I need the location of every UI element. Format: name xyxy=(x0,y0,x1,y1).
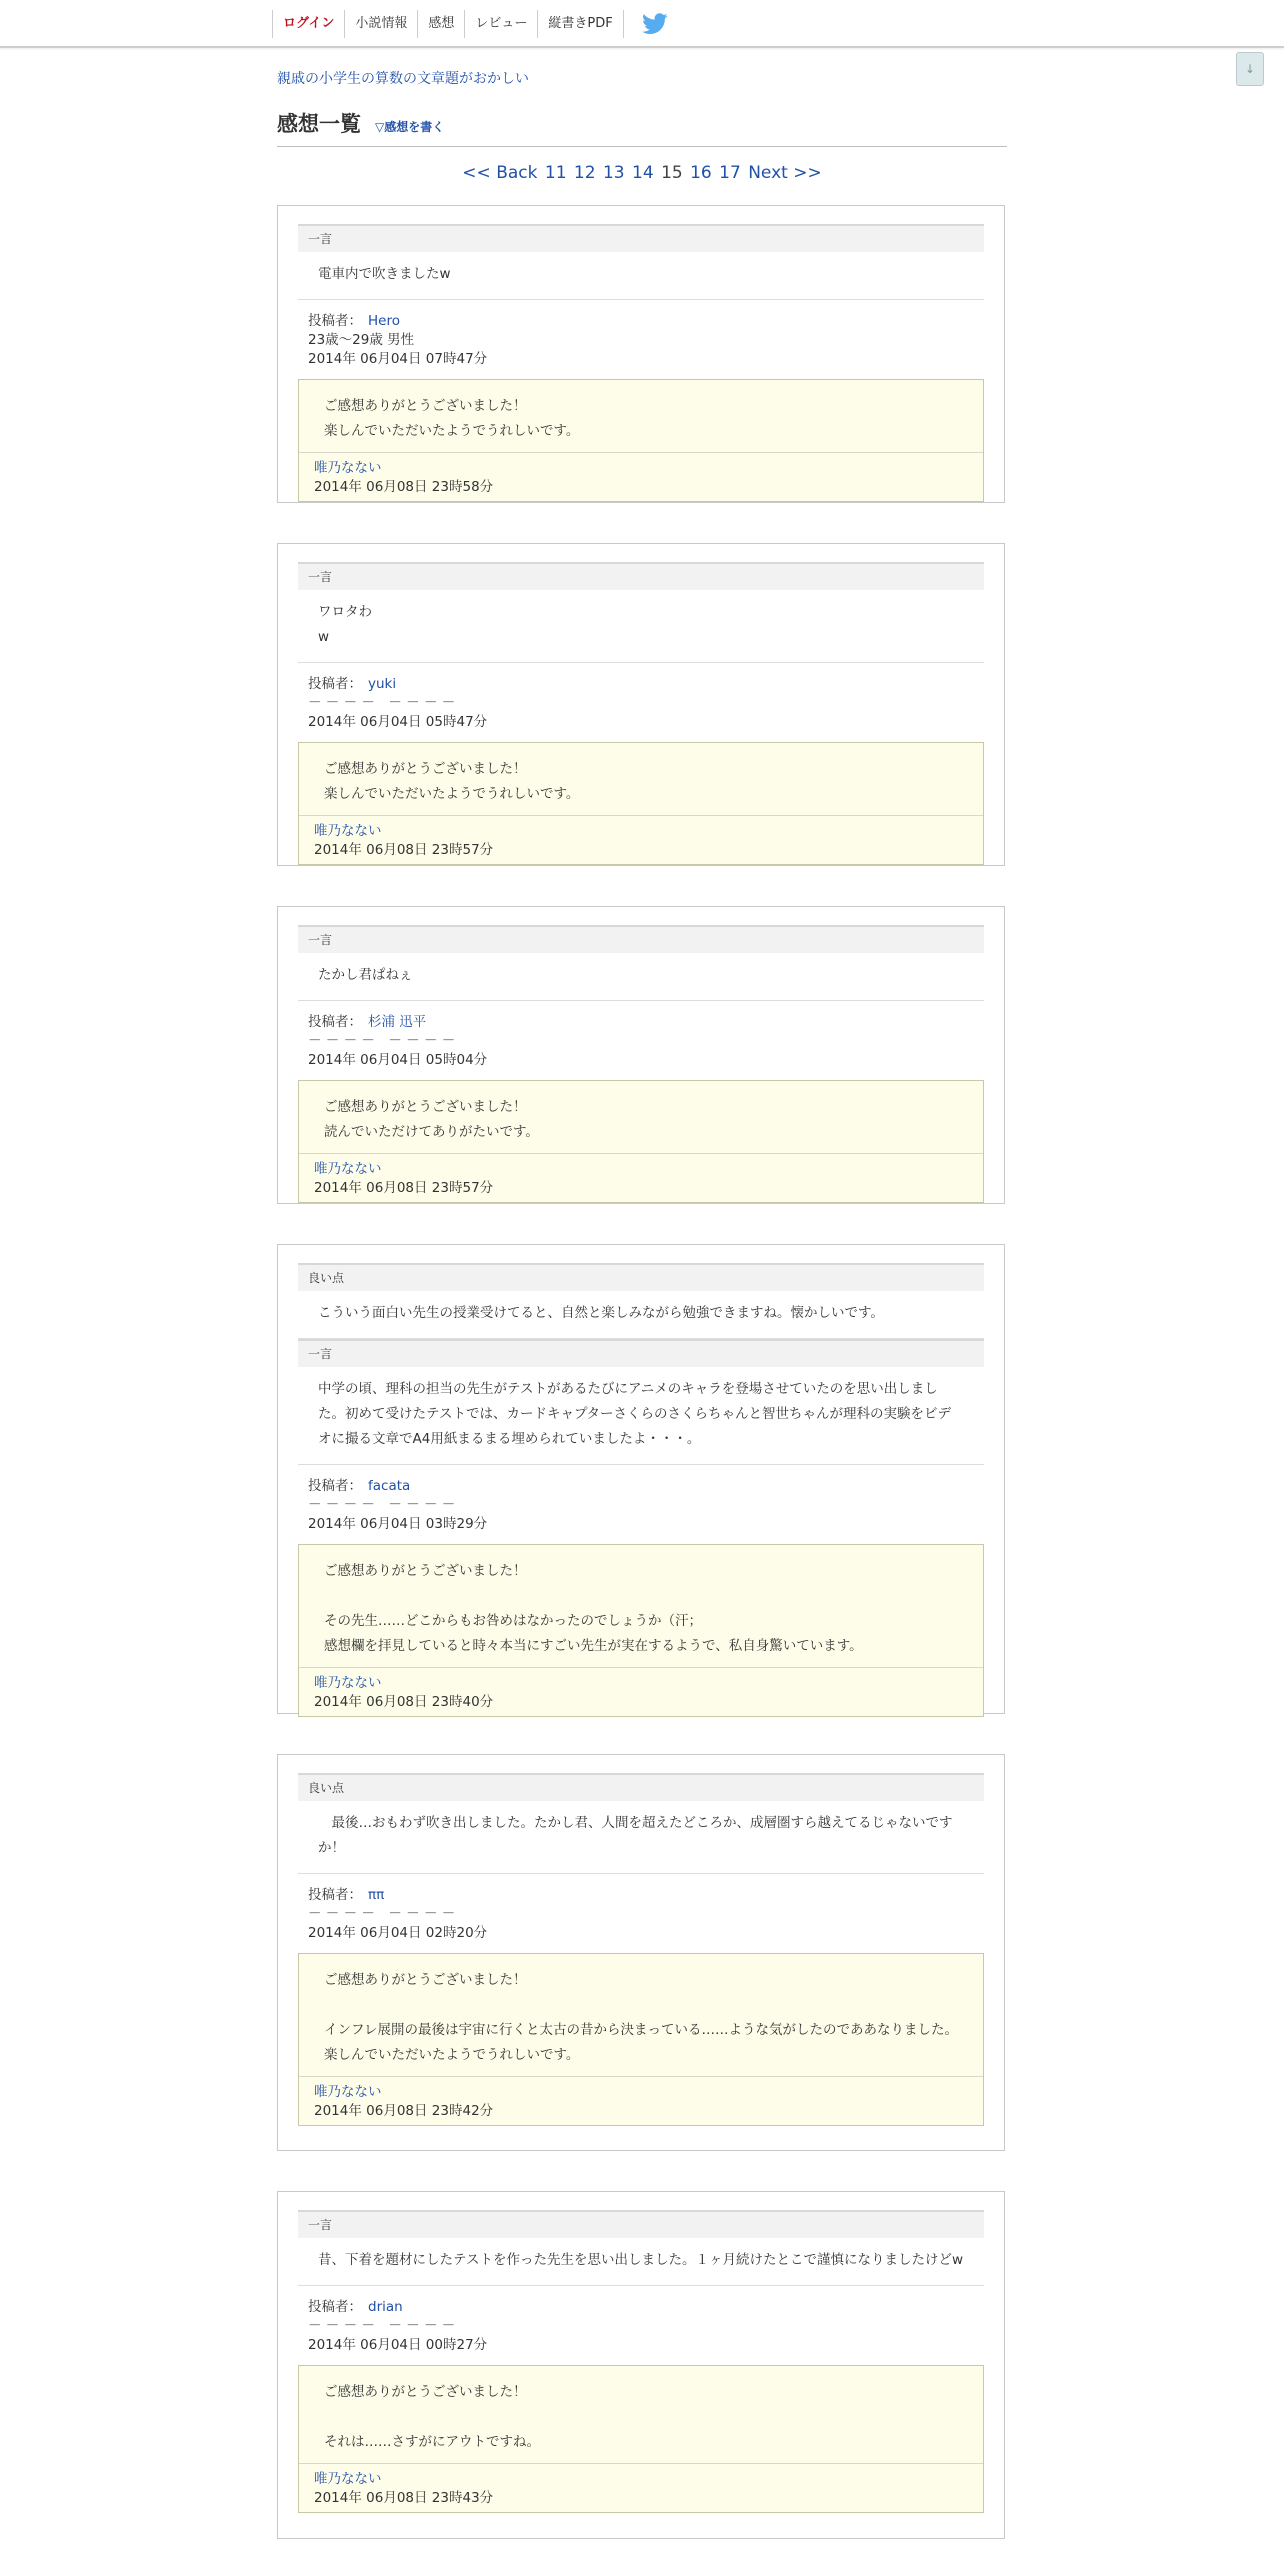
reply-text: ご感想ありがとうございました！ 楽しんでいただいたようでうれしいです。 xyxy=(299,380,983,453)
poster-label: 投稿者： xyxy=(308,676,362,692)
author-link[interactable]: yuki xyxy=(368,676,397,692)
comment-card xyxy=(277,1244,1005,1714)
reply-author-link[interactable]: 唯乃なない xyxy=(314,460,382,476)
comment-text: こういう面白い先生の授業受けてると、自然と楽しみながら勉強できますね。懐かしいです。 xyxy=(298,1291,984,1339)
comment-date: 2014年 06月04日 03時29分 xyxy=(308,1516,488,1532)
reply-author-link[interactable]: 唯乃なない xyxy=(314,2471,382,2487)
section-label: 一言 xyxy=(298,1339,984,1367)
reply-author-link[interactable]: 唯乃なない xyxy=(314,1161,382,1177)
reply-date: 2014年 06月08日 23時42分 xyxy=(314,2103,494,2119)
author-profile: － － － － － － － － xyxy=(308,1033,456,1049)
section-label: 良い点 xyxy=(298,1773,984,1801)
author-profile: － － － － － － － － xyxy=(308,2318,456,2334)
scroll-down-button[interactable]: ↓ xyxy=(1236,52,1264,86)
comment-meta xyxy=(308,1013,974,1070)
comment-card xyxy=(277,2191,1005,2539)
author-profile: － － － － － － － － xyxy=(308,1906,456,1922)
author-link[interactable]: drian xyxy=(368,2299,403,2315)
comment-meta xyxy=(308,2298,974,2355)
reply-text: ご感想ありがとうございました！ それは……さすがにアウトですね。 xyxy=(299,2366,983,2464)
top-navigation-bar xyxy=(0,0,1284,48)
comment-text: たかし君ぱねぇ xyxy=(298,953,984,1001)
comment-meta xyxy=(308,1886,974,1943)
section-label: 良い点 xyxy=(298,1263,984,1291)
author-reply xyxy=(298,742,984,865)
pager-page-link[interactable]: 12 xyxy=(573,163,596,183)
comment-meta xyxy=(308,675,974,732)
author-profile: 23歳～29歳 男性 xyxy=(308,332,415,348)
poster-label: 投稿者： xyxy=(308,1887,362,1903)
pager-current-page: 15 xyxy=(661,163,683,183)
top-nav xyxy=(272,10,678,38)
reply-author-link[interactable]: 唯乃なない xyxy=(314,1675,382,1691)
pager-page-link[interactable]: 11 xyxy=(544,163,567,183)
comment-date: 2014年 06月04日 00時27分 xyxy=(308,2337,488,2353)
author-link[interactable]: Hero xyxy=(368,313,400,329)
comment-text: 中学の頃、理科の担当の先生がテストがあるたびにアニメのキャラを登場させていたのを思い出しました。初めて受けたテストでは、カードキャプターさくらのさくらちゃんと智世ちゃんが理科の実験をビデオに撮る文章でA4用紙まるまる埋められていましたよ・・・。 xyxy=(298,1367,984,1465)
comment-date: 2014年 06月04日 02時20分 xyxy=(308,1925,488,1941)
comment-card xyxy=(277,543,1005,866)
pagination xyxy=(277,163,1007,183)
twitter-share-link[interactable] xyxy=(624,13,678,35)
reply-meta xyxy=(299,1154,983,1202)
section-label: 一言 xyxy=(298,2210,984,2238)
comment-meta xyxy=(308,312,974,369)
write-impression-link[interactable]: ▽感想を書く xyxy=(375,120,445,134)
comment-meta xyxy=(308,1477,974,1534)
poster-label: 投稿者： xyxy=(308,2299,362,2315)
novel-title-link[interactable]: 親戚の小学生の算数の文章題がおかしい xyxy=(277,71,529,87)
reply-date: 2014年 06月08日 23時58分 xyxy=(314,479,494,495)
reply-meta xyxy=(299,2464,983,2512)
author-reply xyxy=(298,1544,984,1717)
comment-card xyxy=(277,205,1005,503)
poster-label: 投稿者： xyxy=(308,1478,362,1494)
impressions-link[interactable]: 感想 xyxy=(418,10,465,38)
author-reply xyxy=(298,1080,984,1203)
section-label: 一言 xyxy=(298,224,984,252)
author-reply xyxy=(298,379,984,502)
reply-date: 2014年 06月08日 23時57分 xyxy=(314,842,494,858)
reply-text: ご感想ありがとうございました！ 楽しんでいただいたようでうれしいです。 xyxy=(299,743,983,816)
author-link[interactable]: facata xyxy=(368,1478,411,1494)
reply-text: ご感想ありがとうございました！ インフレ展開の最後は宇宙に行くと太古の昔から決まっている……ような気がしたのでああなりました。 楽しんでいただいたようでうれしいです。 xyxy=(299,1954,983,2077)
reply-meta xyxy=(299,1668,983,1716)
novel-info-link[interactable]: 小説情報 xyxy=(345,10,418,38)
author-link[interactable]: ππ xyxy=(368,1887,385,1903)
poster-label: 投稿者： xyxy=(308,313,362,329)
page-title: 感想一覧 xyxy=(277,112,361,136)
section-label: 一言 xyxy=(298,925,984,953)
pager-page-link[interactable]: 13 xyxy=(602,163,625,183)
pager-page-link[interactable]: 16 xyxy=(690,163,712,183)
comment-card xyxy=(277,1754,1005,2151)
pager-page-link[interactable]: 14 xyxy=(632,163,654,183)
login-link[interactable]: ログイン xyxy=(273,10,345,38)
reply-meta xyxy=(299,816,983,864)
review-link[interactable]: レビュー xyxy=(465,10,538,38)
comment-text: 昔、下着を題材にしたテストを作った先生を思い出しました。１ヶ月続けたとこで謹慎になりましたけどw xyxy=(298,2238,984,2286)
reply-text: ご感想ありがとうございました！ 読んでいただけてありがたいです。 xyxy=(299,1081,983,1154)
heading-row xyxy=(277,108,1007,147)
author-profile: － － － － － － － － xyxy=(308,1497,456,1513)
reply-date: 2014年 06月08日 23時57分 xyxy=(314,1180,494,1196)
author-link[interactable]: 杉浦 迅平 xyxy=(368,1014,427,1030)
author-reply xyxy=(298,2365,984,2513)
comment-date: 2014年 06月04日 07時47分 xyxy=(308,351,488,367)
section-label: 一言 xyxy=(298,562,984,590)
author-profile: － － － － － － － － xyxy=(308,695,456,711)
comment-text: ワロタわ w xyxy=(298,590,984,663)
comment-date: 2014年 06月04日 05時04分 xyxy=(308,1052,488,1068)
pager-page-link[interactable]: 17 xyxy=(719,163,741,183)
main-content xyxy=(277,46,1007,183)
reply-author-link[interactable]: 唯乃なない xyxy=(314,823,382,839)
author-reply xyxy=(298,1953,984,2126)
comment-date: 2014年 06月04日 05時47分 xyxy=(308,714,488,730)
pager-next-link[interactable]: Next >> xyxy=(748,163,822,183)
vertical-pdf-link[interactable]: 縦書きPDF xyxy=(538,10,623,38)
comment-card xyxy=(277,906,1005,1204)
reply-date: 2014年 06月08日 23時43分 xyxy=(314,2490,494,2506)
twitter-bird-icon xyxy=(642,13,668,35)
pager-back-link[interactable]: << Back xyxy=(462,163,538,183)
comment-text: 電車内で吹きましたw xyxy=(298,252,984,300)
comment-text: 最後…おもわず吹き出しました。たかし君、人間を超えたどころか、成層圏すら越えてるじゃないですか！ xyxy=(298,1801,984,1874)
reply-text: ご感想ありがとうございました！ その先生……どこからもお咎めはなかったのでしょうか（汗； 感想欄を拝見していると時々本当にすごい先生が実在するようで、私自身驚いています。 xyxy=(299,1545,983,1668)
reply-author-link[interactable]: 唯乃なない xyxy=(314,2084,382,2100)
reply-meta xyxy=(299,2077,983,2125)
poster-label: 投稿者： xyxy=(308,1014,362,1030)
reply-meta xyxy=(299,453,983,501)
reply-date: 2014年 06月08日 23時40分 xyxy=(314,1694,494,1710)
